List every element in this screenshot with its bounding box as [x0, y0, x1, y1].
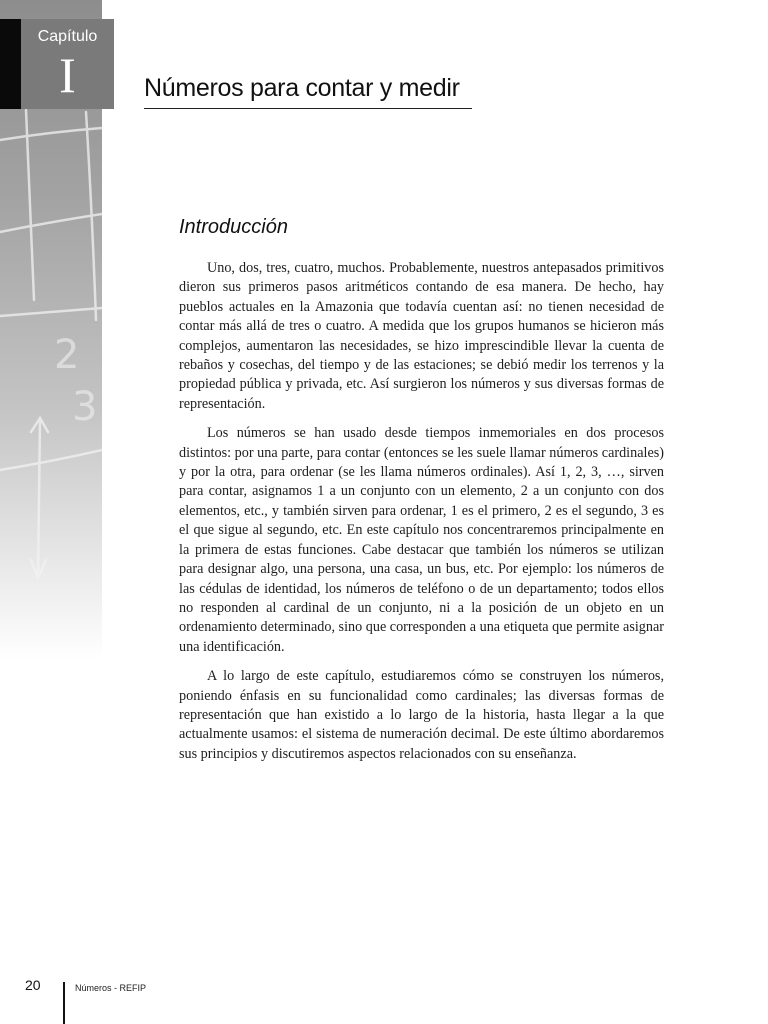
paragraph: Los números se han usado desde tiempos inmemoriales en dos procesos distintos: por una parte, para contar (entonces se les suele llamar números cardinales) y por la otra, para ordenar (se les llama números ordinales). Así 1, 2, 3, …, sirven para contar, asignamos 1 a un conjunto con un elemento, 2 a un conjunto con dos elementos, etc., y también sirven para ordenar, 1 es el primero, 2 es el segundo, 3 es el que sigue al segundo, etc. En este capítulo nos concentraremos principalmente en la primera de estas funciones. Cabe destacar que también los números se utilizan para designar algo, una persona, una casa, un bus, etc. Por ejemplo: los números de las cédulas de identidad, los números de teléfono o de un departamento; todos ellos no responden al cardinal de un conjunto, ni a la posición de un objeto en un ordenamiento determinado, sino que corresponden a una etiqueta que permite asignar una identificación.: [179, 425, 664, 655]
title-underline: [144, 108, 472, 109]
page-title: Números para contar y medir: [144, 74, 460, 102]
body-text: [179, 259, 664, 774]
paragraph: Uno, dos, tres, cuatro, muchos. Probablemente, nuestros antepasados primitivos dieron sus primeros pasos aritméticos contando de esa manera. De hecho, hay pueblos actuales en la Amazonia que todavía cuentan así: no tienen necesidad de contar más allá de tres o cuatro. A medida que los grupos humanos se hicieron más complejos, aumentaron las necesidades, se hizo imprescindible llevar la cuenta de rebaños y cosechas, del tiempo y de las estaciones; se debió medir los terrenos y la propiedad pública y privada, etc. Así surgieron los números y sus diversas formas de representación.: [179, 260, 664, 412]
page-number: 20: [25, 977, 41, 993]
section-heading: Introducción: [179, 216, 288, 238]
footer-running-title: Números - REFIP: [75, 983, 147, 993]
svg-text:2: 2: [54, 332, 80, 378]
chapter-numeral: I: [59, 47, 76, 103]
footer-divider: [63, 982, 65, 1024]
svg-text:3: 3: [72, 384, 98, 430]
chapter-badge: [21, 19, 114, 109]
chapter-label: Capítulo: [37, 28, 98, 45]
paragraph: A lo largo de este capítulo, estudiaremos cómo se construyen los números, poniendo énfasis en su funcionalidad como cardinales; las diversas formas de representación que han existido a lo largo de la historia, hasta llegar a la que actualmente usamos: el sistema de numeración decimal. De este último abordaremos sus principios y discutiremos aspectos relacionados con su enseñanza.: [179, 668, 664, 762]
chapter-tab-bar: [0, 19, 21, 109]
